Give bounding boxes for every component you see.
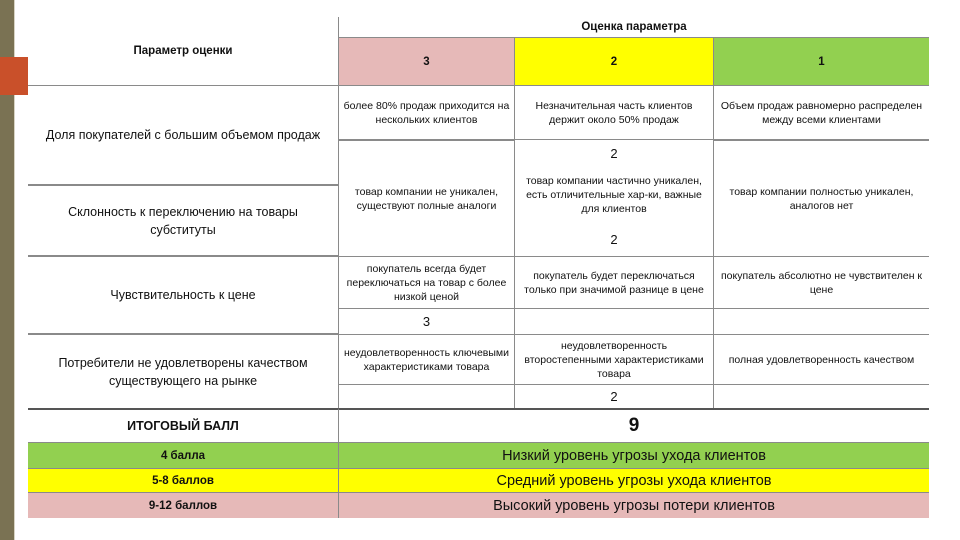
- row3-score-value: 3: [422, 314, 431, 329]
- criterion-3: [28, 256, 339, 334]
- row3-score-empty-2: [515, 309, 714, 334]
- header-level-3: [339, 38, 515, 86]
- level-low-description: Низкий уровень угрозы ухода клиентов: [502, 447, 766, 464]
- row1-cell-1: [714, 86, 929, 140]
- criterion-3-text: Чувствительность к цене: [110, 288, 256, 302]
- row1-cell-2-text: Незначительная часть клиентов держит около 50% продаж: [535, 99, 693, 126]
- row3-cell-3-text: покупатель всегда будет переключаться на товар с более низкой ценой: [346, 262, 507, 303]
- level-medium-description: Средний уровень угрозы ухода клиентов: [496, 472, 772, 489]
- row4-cell-3: [339, 334, 515, 385]
- row4-score-empty-3: [339, 385, 515, 408]
- level-high-range-text: 9-12 баллов: [148, 499, 218, 512]
- row2-cell-1: [714, 140, 929, 256]
- level-medium-range: [28, 469, 339, 493]
- level-low-range-text: 4 балла: [160, 449, 206, 462]
- header-level-1: [714, 38, 929, 86]
- level-high-description: Высокий уровень угрозы потери клиентов: [493, 497, 775, 514]
- slide-accent-block: [0, 57, 30, 95]
- assessment-table: [28, 17, 929, 518]
- row4-score-value: 2: [610, 389, 618, 404]
- row2-cell-2-text: товар компании частично уникален, есть отличительные хар-ки, важные для клиентов: [526, 174, 702, 215]
- level-low-text: [339, 443, 929, 469]
- total-label-text: ИТОГОВЫЙ БАЛЛ: [127, 419, 239, 433]
- level-medium-range-text: 5-8 баллов: [152, 474, 214, 487]
- criterion-2: [28, 185, 339, 256]
- row2-cell-3-text: товар компании не уникален, существуют полные аналоги: [354, 185, 499, 212]
- row3-cell-1: [714, 256, 929, 309]
- row4-cell-1: [714, 334, 929, 385]
- header-score: [339, 17, 929, 38]
- criterion-4-text: Потребители не удовлетворены качеством существующего на рынке: [58, 355, 308, 388]
- level-2-label: 2: [610, 55, 618, 68]
- row4-cell-2-text: неудовлетворенность второстепенными характеристиками товара: [524, 339, 704, 380]
- row2-score-value: 2: [610, 232, 618, 247]
- level-1-label: 1: [818, 55, 825, 68]
- row1-cell-2: [515, 86, 714, 140]
- header-param-label: Параметр оценки: [133, 45, 233, 57]
- total-label: [28, 408, 339, 443]
- criterion-1-text: Доля покупателей с большим объемом продаж: [45, 128, 321, 142]
- row4-cell-3-text: неудовлетворенность ключевыми характеристиками товара: [343, 346, 510, 373]
- level-3-label: 3: [423, 55, 430, 68]
- row3-cell-2: [515, 256, 714, 309]
- row3-cell-2-text: покупатель будет переключаться только при значимой разнице в цене: [524, 269, 704, 296]
- row2-cell-2: [515, 166, 714, 223]
- criterion-1: [28, 86, 339, 185]
- header-param: [28, 17, 339, 86]
- row4-cell-1-text: полная удовлетворенность качеством: [728, 353, 915, 366]
- level-high-text: [339, 493, 929, 518]
- row1-cell-1-text: Объем продаж равномерно распределен между всеми клиентами: [720, 99, 923, 126]
- header-score-label: Оценка параметра: [581, 21, 687, 33]
- row1-cell-3-text: более 80% продаж приходится на нескольких клиентов: [343, 99, 510, 126]
- row3-cell-1-text: покупатель абсолютно не чувствителен к цене: [720, 269, 923, 296]
- level-low-range: [28, 443, 339, 469]
- level-medium-text: [339, 469, 929, 493]
- row4-score-empty-1: [714, 385, 929, 408]
- row1-score-value: 2: [610, 145, 618, 161]
- total-value-text: 9: [628, 415, 640, 436]
- total-value: [339, 408, 929, 443]
- header-level-2: [515, 38, 714, 86]
- criterion-4: [28, 334, 339, 408]
- row2-cell-3: [339, 140, 515, 256]
- row2-score: [515, 223, 714, 256]
- row2-cell-1-text: товар компании полностью уникален, аналогов нет: [729, 185, 914, 212]
- row3-score: [339, 309, 515, 334]
- level-high-range: [28, 493, 339, 518]
- row3-score-empty-1: [714, 309, 929, 334]
- criterion-2-text: Склонность к переключению на товары субституты: [68, 204, 298, 237]
- row4-score: [515, 385, 714, 408]
- row4-cell-2: [515, 334, 714, 385]
- row1-score: [515, 140, 714, 166]
- row1-cell-3: [339, 86, 515, 140]
- row3-cell-3: [339, 256, 515, 309]
